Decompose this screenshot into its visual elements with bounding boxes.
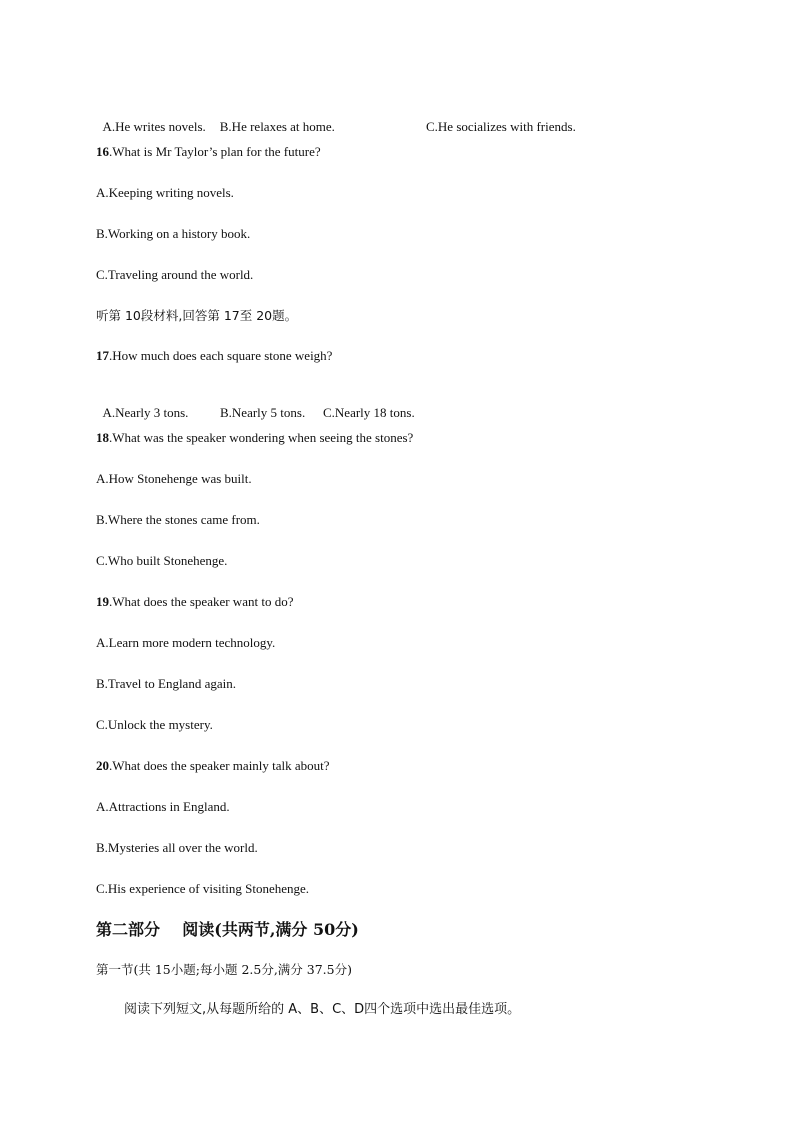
q16-option-b: B.Working on a history book. <box>96 226 251 241</box>
q20-text: .What does the speaker mainly talk about? <box>109 758 330 773</box>
reading-instruction: 阅读下列短文,从每题所给的 A、B、C、D四个选项中选出最佳选项。 <box>124 1002 521 1017</box>
q16-question <box>96 144 321 160</box>
q18-question <box>96 430 413 446</box>
q19-text: .What does the speaker want to do? <box>109 594 294 609</box>
q17-text: .How much does each square stone weigh? <box>109 348 333 363</box>
q19-question <box>96 594 293 610</box>
q17-number: 17 <box>96 348 109 363</box>
q16-text: .What is Mr Taylor’s plan for the future? <box>109 144 321 159</box>
section1-title: 第一节(共 15小题;每小题 2.5分,满分 37.5分) <box>96 962 352 977</box>
q18-option-a: A.How Stonehenge was built. <box>96 471 252 486</box>
q19-option-a: A.Learn more modern technology. <box>96 635 276 650</box>
q20-number: 20 <box>96 758 109 773</box>
q16-option-c: C.Traveling around the world. <box>96 267 254 282</box>
q17-option-a: A.Nearly 3 tons. <box>102 405 189 420</box>
q19-option-c: C.Unlock the mystery. <box>96 717 213 732</box>
q15-option-c: C.He socializes with friends. <box>426 119 576 134</box>
q16-option-a: A.Keeping writing novels. <box>96 185 234 200</box>
listening-instruction: 听第 10段材料,回答第 17至 20题。 <box>96 308 298 323</box>
q19-option-b: B.Travel to England again. <box>96 676 236 691</box>
q20-option-c: C.His experience of visiting Stonehenge. <box>96 881 310 896</box>
q15-option-b: B.He relaxes at home. <box>219 119 335 134</box>
q20-option-a: A.Attractions in England. <box>96 799 230 814</box>
q20-question <box>96 758 330 774</box>
q15-option-a: A.He writes novels. <box>102 119 206 134</box>
q15-options-row <box>96 103 576 135</box>
q17-option-b: B.Nearly 5 tons. <box>220 405 306 420</box>
q18-option-c: C.Who built Stonehenge. <box>96 553 228 568</box>
q16-number: 16 <box>96 144 109 159</box>
q18-text: .What was the speaker wondering when seeing the stones? <box>109 430 414 445</box>
q19-number: 19 <box>96 594 109 609</box>
q18-option-b: B.Where the stones came from. <box>96 512 260 527</box>
q20-option-b: B.Mysteries all over the world. <box>96 840 258 855</box>
q17-options-row <box>96 389 415 421</box>
q17-option-c: C.Nearly 18 tons. <box>323 405 415 420</box>
q17-question <box>96 348 332 364</box>
q18-number: 18 <box>96 430 109 445</box>
part2-title: 第二部分 阅读(共两节,满分 50分) <box>96 920 359 939</box>
